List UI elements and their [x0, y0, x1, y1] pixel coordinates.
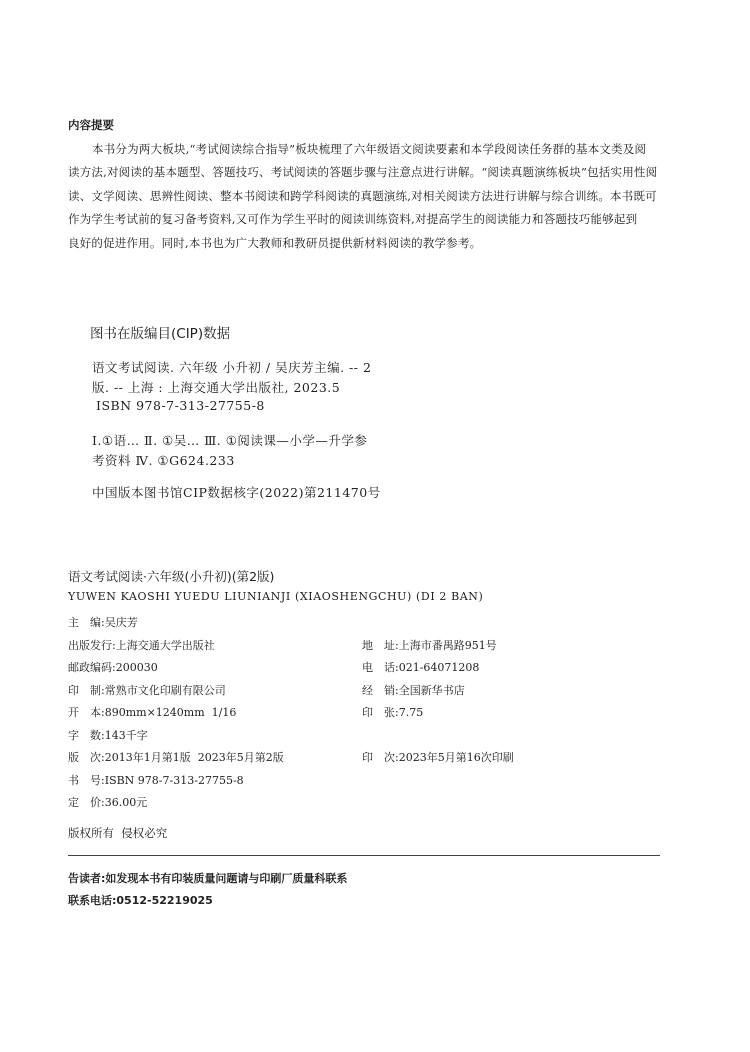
info-price: 定 价:36.00元 [68, 796, 148, 809]
info-sheets: 印 张:7.75 [362, 706, 424, 719]
info-isbn: 书 号:ISBN 978-7-313-27755-8 [68, 774, 244, 787]
info-words: 字 数:143千字 [68, 729, 148, 742]
summary-line: 本书分为两大板块,“考试阅读综合指导”板块梳理了六年级语文阅读要素和本学段阅读任务群的基本文类及阅 [92, 142, 647, 156]
summary-heading: 内容提要 [68, 118, 114, 132]
summary-body [68, 138, 668, 255]
cip-data-number: 中国版本图书馆CIP数据核字(2022)第211470号 [92, 485, 381, 500]
book-title: 语文考试阅读·六年级(小升初)(第2版) [68, 569, 275, 584]
info-printer: 印 制:常熟市文化印刷有限公司 [68, 684, 226, 697]
copyright-notice: 版权所有 侵权必究 [68, 826, 168, 840]
info-publisher: 出版发行:上海交通大学出版社 [68, 639, 215, 652]
cip-line: ISBN 978-7-313-27755-8 [96, 398, 265, 413]
info-phone: 电 话:021-64071208 [362, 661, 480, 674]
contact-phone: 联系电话:0512-52219025 [68, 894, 213, 907]
info-address: 地 址:上海市番禺路951号 [362, 639, 497, 652]
summary-line: 作为学生考试前的复习备考资料,又可作为学生平时的阅读训练资料,对提高学生的阅读能力和答题技巧能够起到 [68, 212, 638, 227]
info-editor: 主 编:吴庆芳 [68, 616, 138, 629]
cip-line: 版. -- 上海 : 上海交通大学出版社, 2023.5 [92, 380, 341, 395]
info-distributor: 经 销:全国新华书店 [362, 684, 465, 697]
summary-line: 良好的促进作用。同时,本书也为广大教师和教研员提供新材料阅读的教学参考。 [68, 235, 482, 250]
info-edition: 版 次:2013年1月第1版 2023年5月第2版 [68, 751, 284, 764]
cip-heading: 图书在版编目(CIP)数据 [90, 326, 231, 342]
reader-notice: 告读者:如发现本书有印装质量问题请与印刷厂质量科联系 [68, 872, 348, 885]
info-format: 开 本:890mm×1240mm 1/16 [68, 706, 237, 719]
divider [68, 855, 660, 856]
cip-line: 考资料 Ⅳ. ①G624.233 [92, 453, 235, 468]
info-printing: 印 次:2023年5月第16次印刷 [362, 751, 514, 764]
info-postcode: 邮政编码:200030 [68, 661, 158, 674]
cip-line: 语文考试阅读. 六年级 小升初 / 吴庆芳主编. -- 2 [92, 360, 372, 375]
cip-line: Ⅰ.①语… Ⅱ. ①吴… Ⅲ. ①阅读课—小学—升学参 [92, 433, 368, 448]
book-title-pinyin: YUWEN KAOSHI YUEDU LIUNIANJI (XIAOSHENGCHU) (DI 2 BAN) [68, 590, 484, 603]
summary-line: 读方法,对阅读的基本题型、答题技巧、考试阅读的答题步骤与注意点进行讲解。“阅读真题演练板块”包括实用性阅 [68, 165, 658, 180]
summary-line: 读、文学阅读、思辨性阅读、整本书阅读和跨学科阅读的真题演练,对相关阅读方法进行讲解与综合训练。本书既可 [68, 188, 657, 203]
